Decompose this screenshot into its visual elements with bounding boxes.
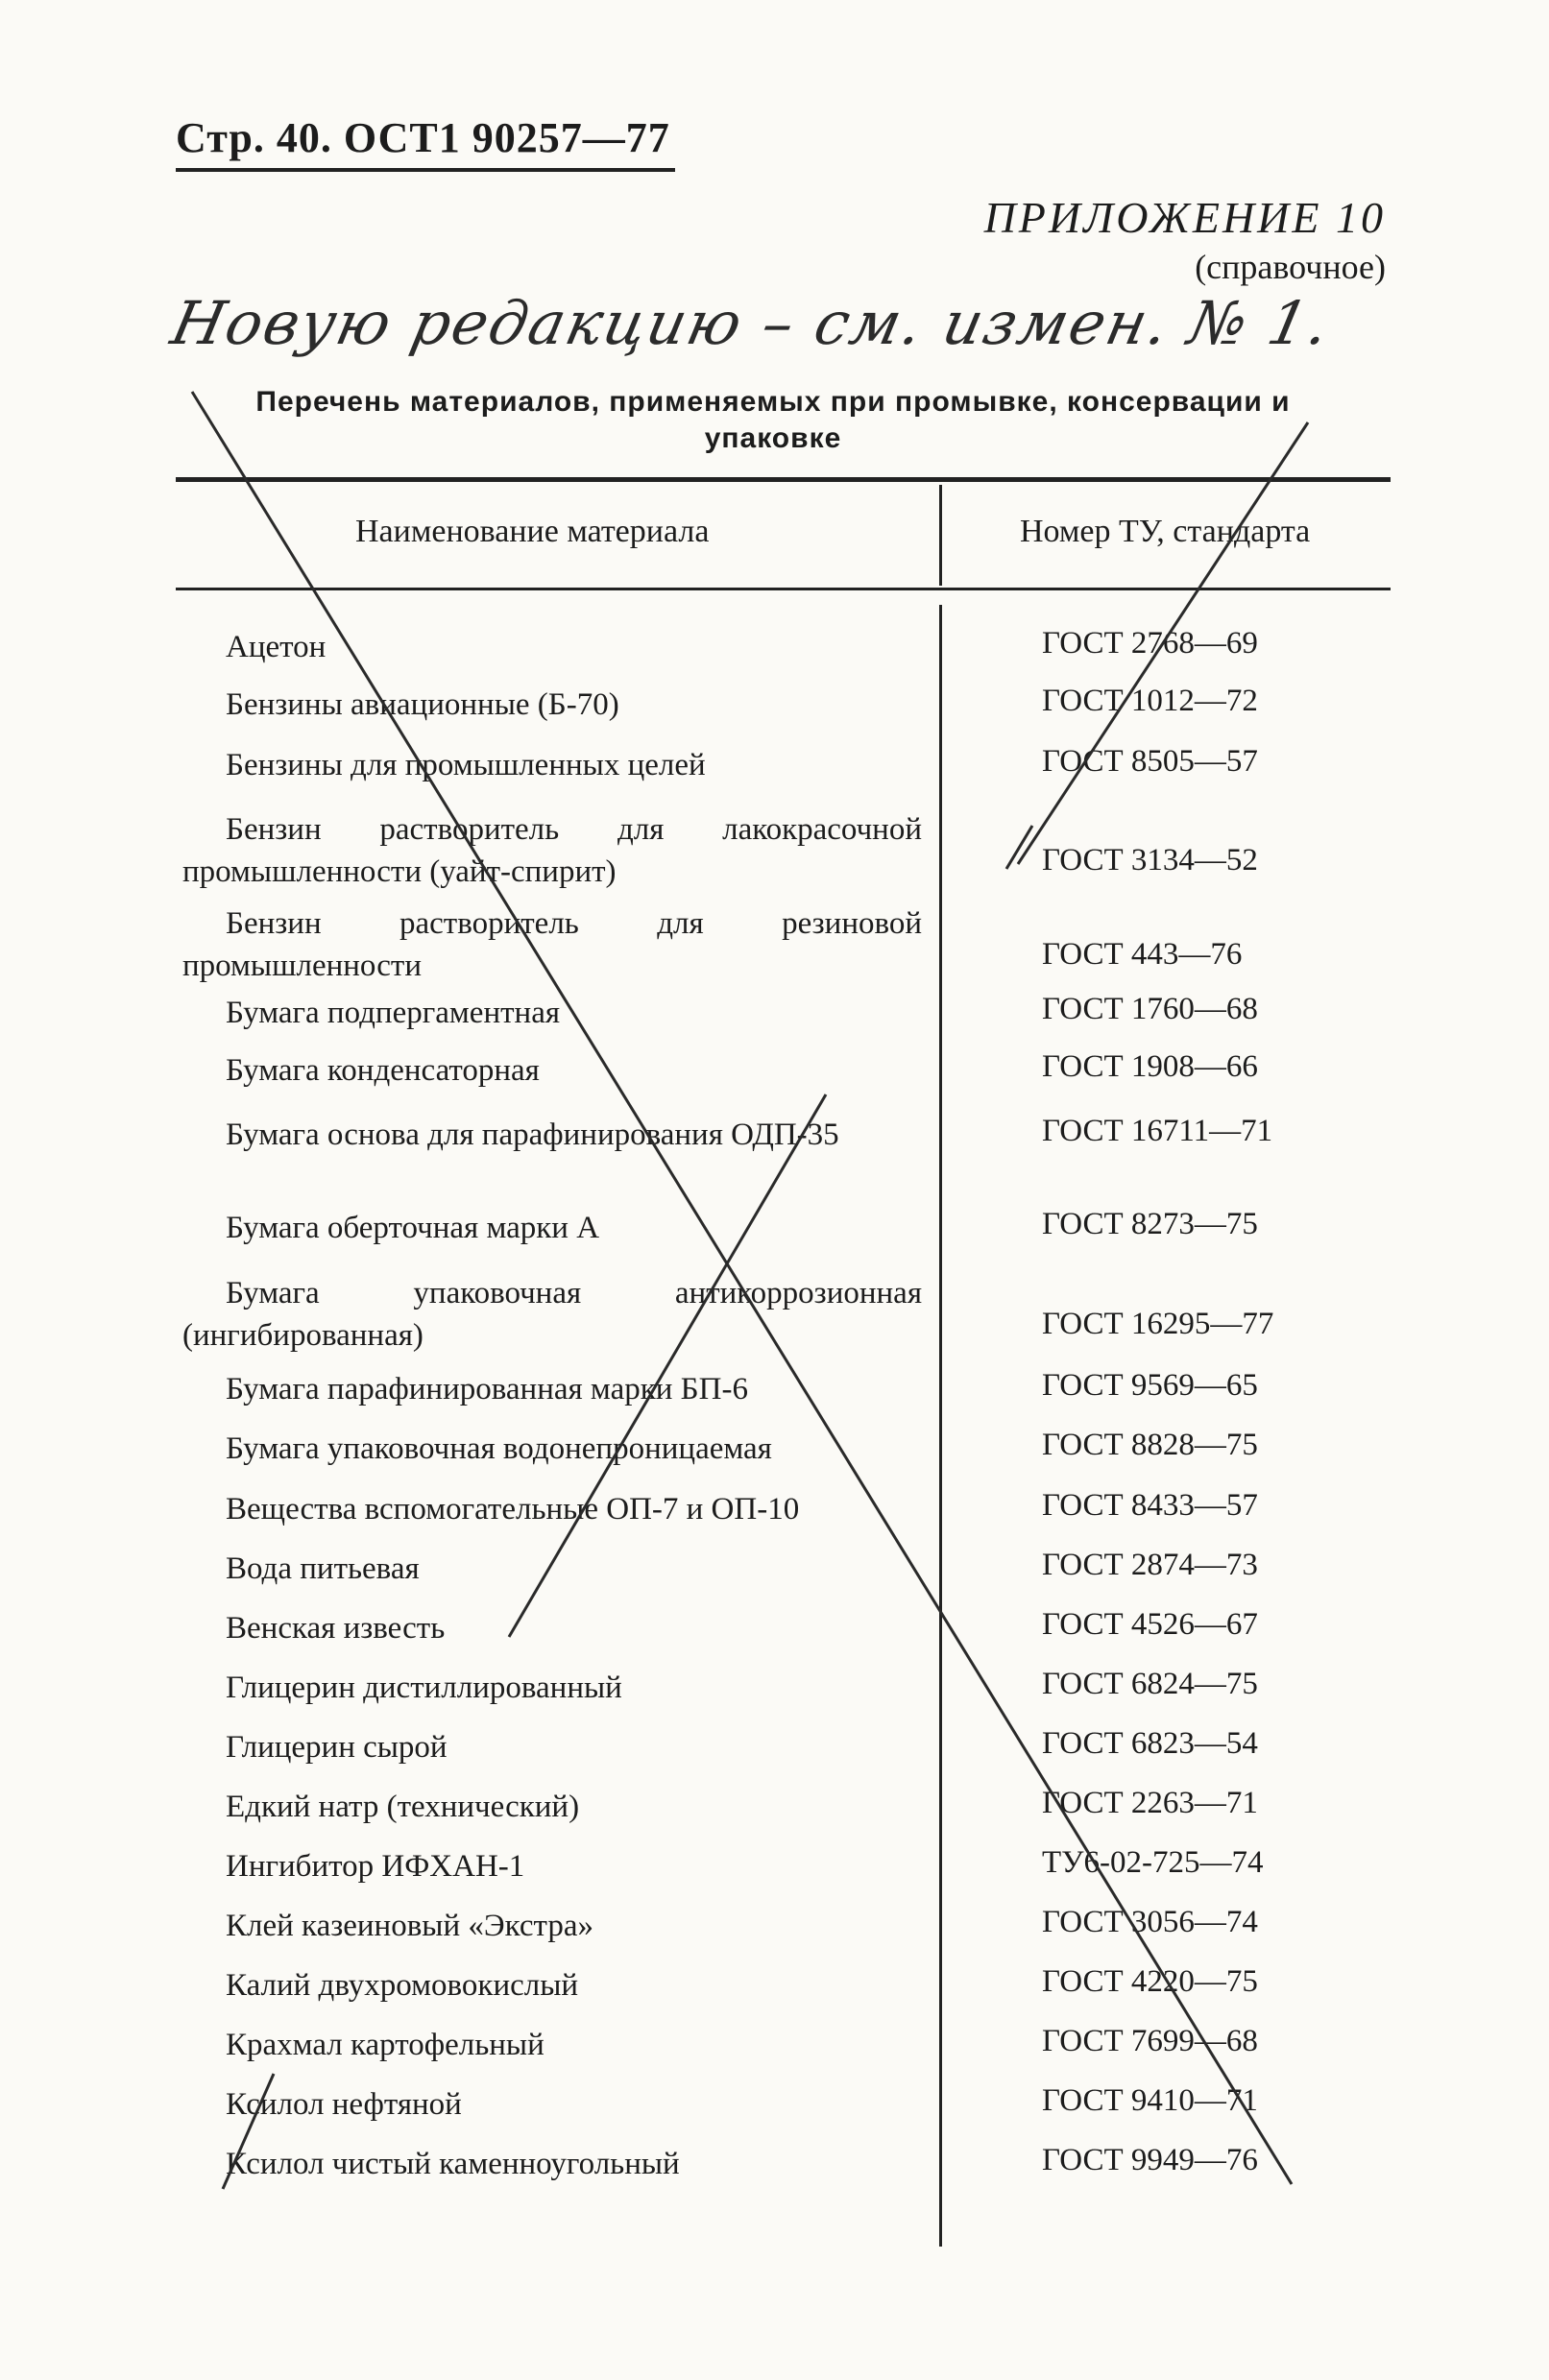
standard-number: ТУ6-02-725—74 — [1042, 1845, 1264, 1880]
column-header-standard: Номер ТУ, стандарта — [1020, 514, 1311, 549]
standard-number: ГОСТ 2874—73 — [1042, 1548, 1258, 1582]
caption-line-1: Перечень материалов, применяемых при промывке, консервации и — [255, 386, 1291, 418]
standard-number: ГОСТ 6823—54 — [1042, 1726, 1258, 1761]
standard-number: ГОСТ 3056—74 — [1042, 1905, 1258, 1939]
handwritten-note: Новую редакцию – см. измен. № 1. — [165, 288, 1338, 358]
strike-line-bottom — [223, 2074, 274, 2189]
material-name: Бумага конденсаторная — [226, 1053, 540, 1088]
standard-number: ГОСТ 1908—66 — [1042, 1049, 1258, 1084]
material-name: Бензин растворитель для лакокрасочной промышленности (уайт-спирит) — [182, 812, 922, 889]
material-name: Бумага парафинированная марки БП-6 — [226, 1372, 748, 1406]
appendix-title: ПРИЛОЖЕНИЕ 10 — [983, 193, 1386, 242]
standard-number: ГОСТ 16711—71 — [1042, 1114, 1273, 1148]
strike-line-long — [192, 392, 1292, 2184]
material-name: Бумага оберточная марки А — [226, 1211, 600, 1245]
standard-number: ГОСТ 6824—75 — [1042, 1667, 1258, 1701]
material-name: Вещества вспомогательные ОП-7 и ОП-10 — [226, 1492, 800, 1527]
material-name: Крахмал картофельный — [226, 2028, 545, 2062]
standard-number: ГОСТ 3134—52 — [1042, 843, 1258, 877]
material-name: Глицерин сырой — [226, 1730, 448, 1765]
standard-number: ГОСТ 9569—65 — [1042, 1368, 1258, 1403]
standard-number: ГОСТ 2768—69 — [1042, 626, 1258, 661]
standard-number: ГОСТ 8433—57 — [1042, 1488, 1258, 1523]
material-name: Ацетон — [226, 630, 327, 664]
strike-line-upper — [1018, 422, 1311, 864]
material-name: Ксилол чистый каменноугольный — [226, 2147, 680, 2181]
material-name: Бензины авиационные (Б-70) — [226, 687, 619, 722]
material-name: Ингибитор ИФХАН-1 — [226, 1849, 525, 1884]
standard-number: ГОСТ 8273—75 — [1042, 1207, 1258, 1241]
standard-number: ГОСТ 4220—75 — [1042, 1964, 1258, 1999]
caption-line-2: упаковке — [704, 422, 842, 454]
appendix-subtitle: (справочное) — [1195, 248, 1386, 286]
material-name: Клей казеиновый «Экстра» — [226, 1909, 593, 1943]
standard-number: ГОСТ 7699—68 — [1042, 2024, 1258, 2058]
material-name: Едкий натр (технический) — [226, 1790, 580, 1824]
standard-number: ГОСТ 16295—77 — [1042, 1307, 1274, 1341]
standard-number: ГОСТ 8828—75 — [1042, 1428, 1258, 1462]
material-name: Вода питьевая — [226, 1551, 420, 1586]
strike-line-middle — [509, 1094, 826, 1637]
standard-number: ГОСТ 9949—76 — [1042, 2143, 1258, 2177]
material-name: Ксилол нефтяной — [226, 2087, 462, 2122]
material-name: Бумага подпергаментная — [226, 996, 561, 1030]
material-name: Бумага основа для парафинирования ОДП-35 — [226, 1118, 839, 1152]
column-header-material: Наименование материала — [355, 514, 710, 549]
standard-number: ГОСТ 9410—71 — [1042, 2083, 1258, 2118]
material-name: Бумага упаковочная антикоррозионная (ингибированная) — [182, 1276, 922, 1353]
standard-number: ГОСТ 443—76 — [1042, 937, 1243, 972]
material-name: Венская известь — [226, 1611, 446, 1646]
material-name: Бензины для промышленных целей — [226, 748, 706, 782]
standard-number: ГОСТ 8505—57 — [1042, 744, 1258, 779]
standard-number: ГОСТ 4526—67 — [1042, 1607, 1258, 1642]
standard-number: ГОСТ 1012—72 — [1042, 684, 1258, 718]
standard-number: ГОСТ 2263—71 — [1042, 1786, 1258, 1820]
material-name: Калий двухромовокислый — [226, 1968, 579, 2003]
material-name: Глицерин дистиллированный — [226, 1671, 622, 1705]
material-name: Бумага упаковочная водонепроницаемая — [226, 1431, 772, 1466]
standard-number: ГОСТ 1760—68 — [1042, 992, 1258, 1026]
material-name: Бензин растворитель для резиновой промышленности — [182, 906, 922, 983]
page-header: Стр. 40. ОСТ1 90257—77 — [176, 114, 670, 161]
